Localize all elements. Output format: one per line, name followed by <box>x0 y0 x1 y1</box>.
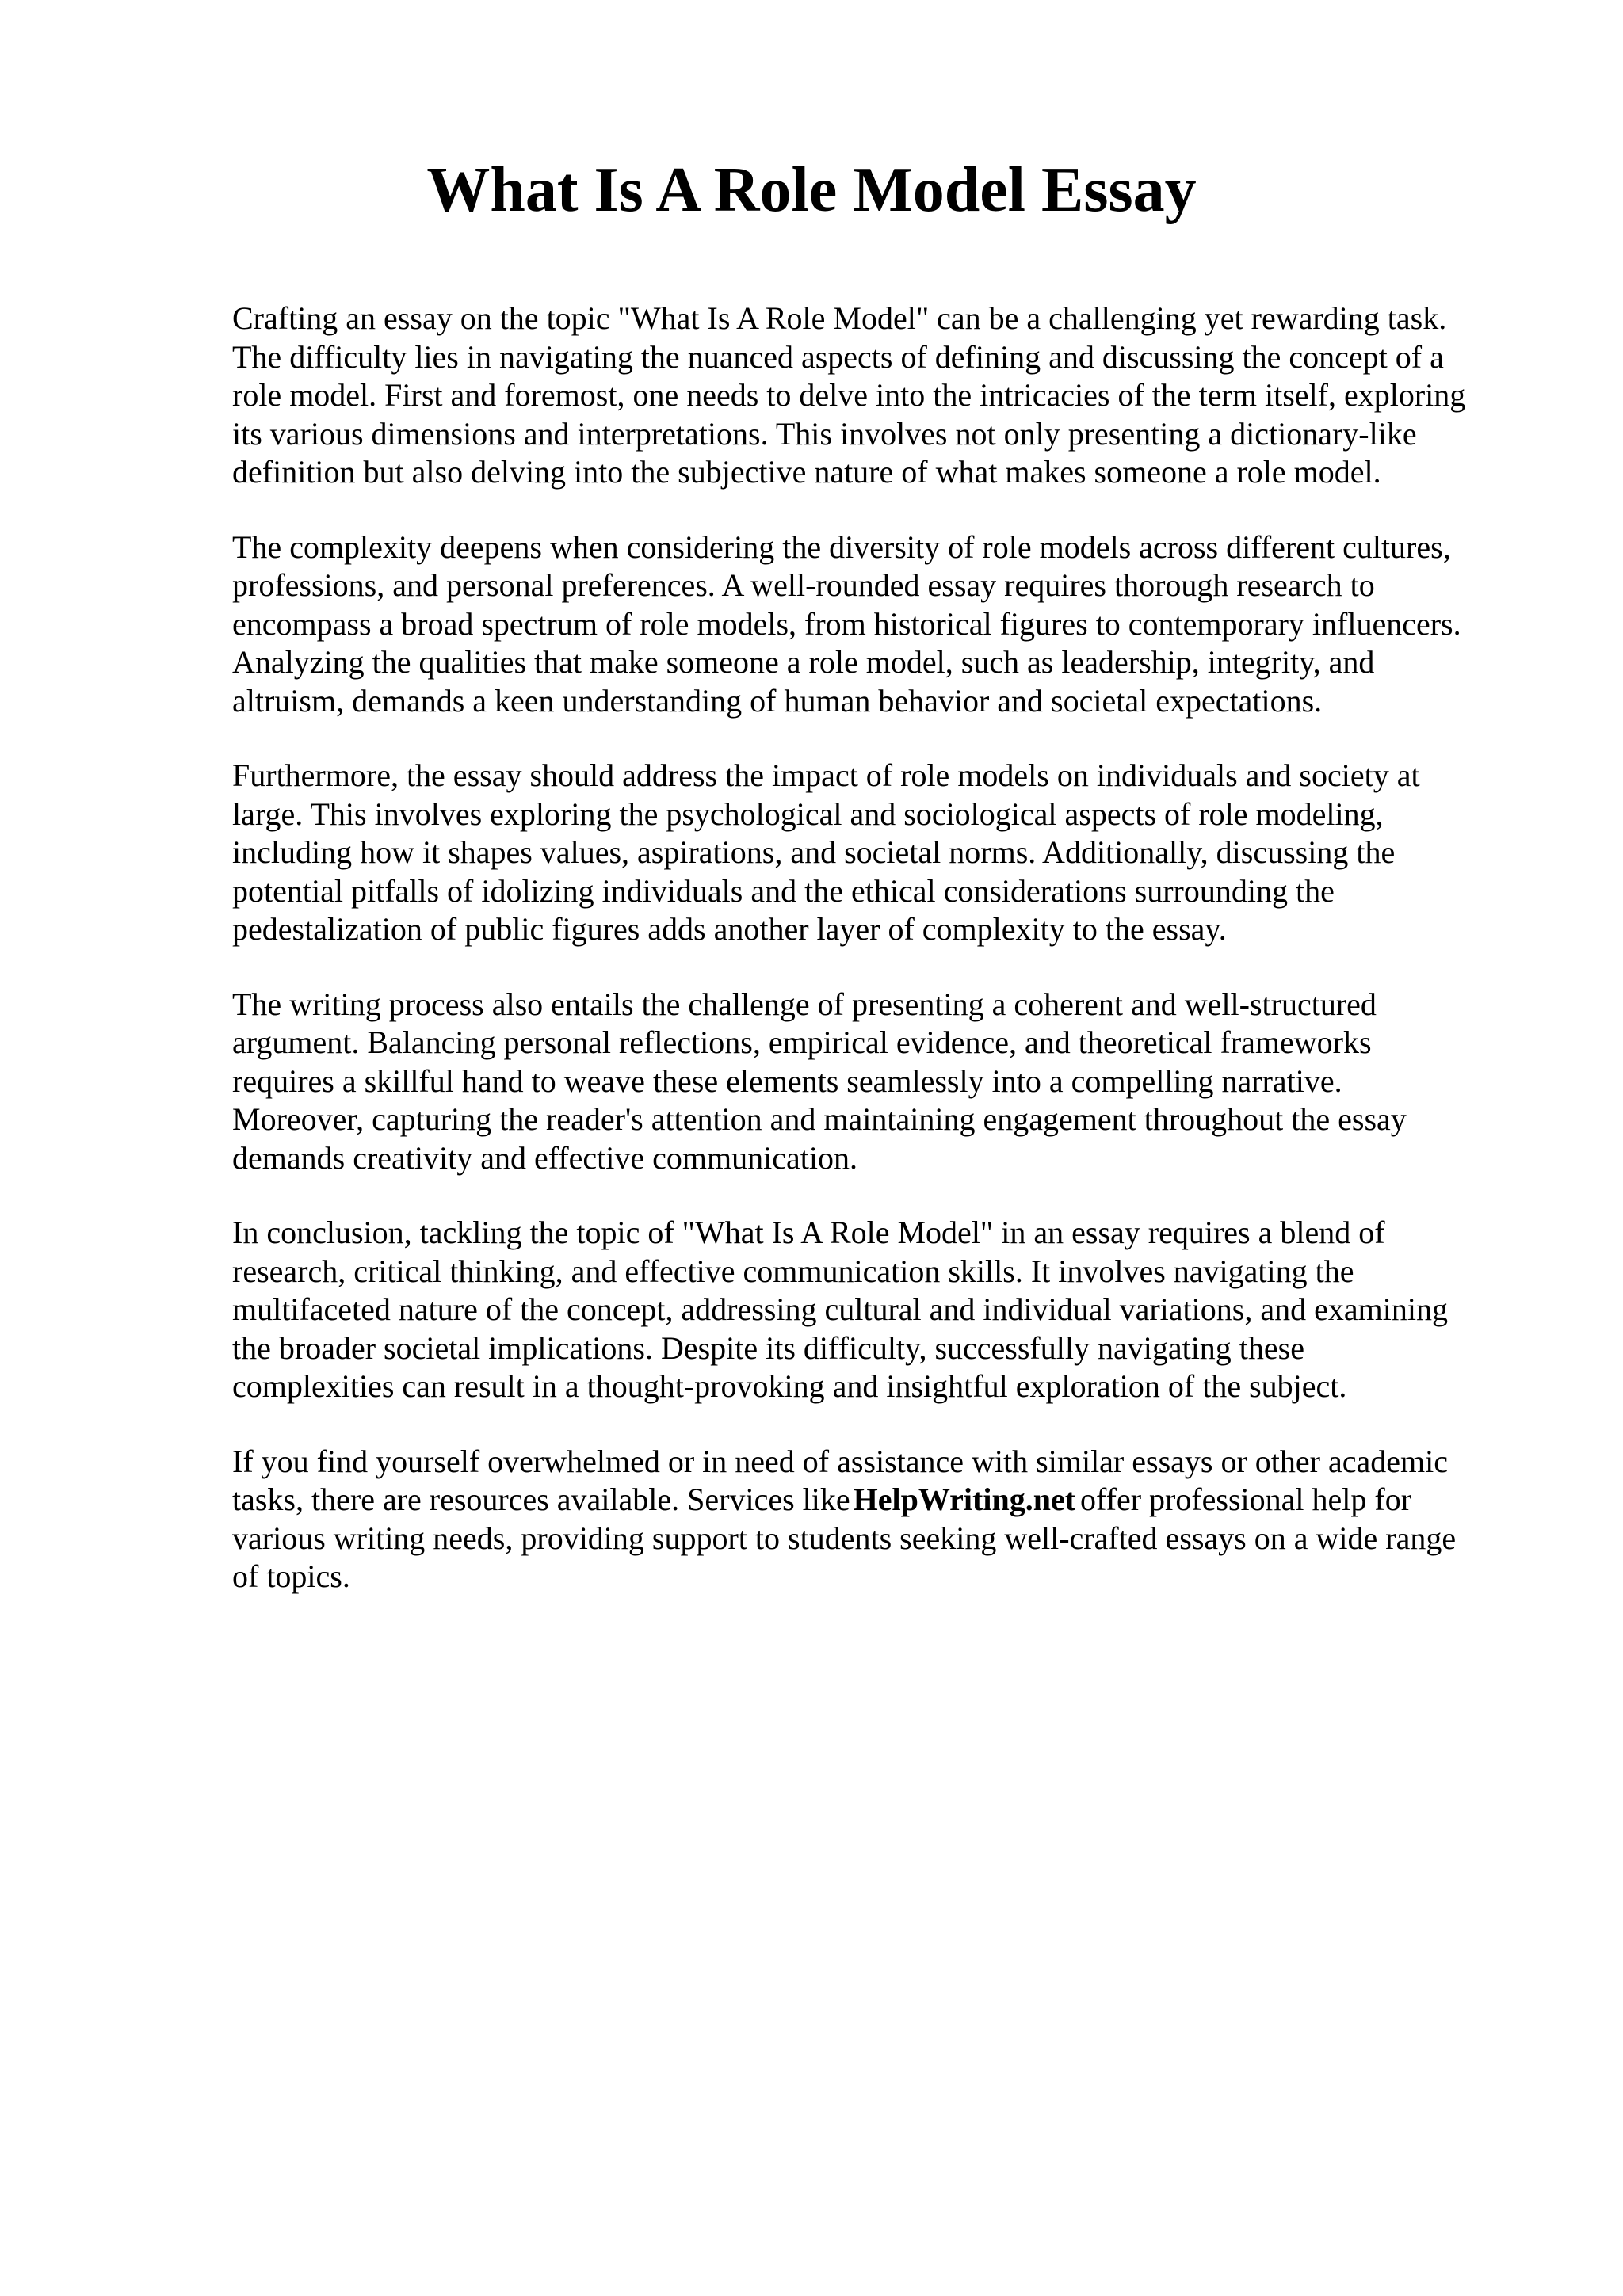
paragraph-line: altruism, demands a keen understanding of human behavior and societal expectations. <box>232 682 1323 719</box>
paragraph-line: including how it shapes values, aspirations, and societal norms. Additionally, discussing the <box>232 834 1396 870</box>
paragraph-line: complexities can result in a thought-provoking and insightful exploration of the subject. <box>232 1368 1347 1404</box>
paragraph-line: multifaceted nature of the concept, addressing cultural and individual variations, and examining <box>232 1291 1448 1327</box>
document-title: What Is A Role Model Essay <box>426 155 1197 225</box>
paragraph-line: Analyzing the qualities that make someone a role model, such as leadership, integrity, and <box>232 644 1375 680</box>
paragraph-line: professions, and personal preferences. A well-rounded essay requires thorough research to <box>232 567 1375 603</box>
paragraph-line: If you find yourself overwhelmed or in need of assistance with similar essays or other academic <box>232 1443 1448 1479</box>
paragraph-line: In conclusion, tackling the topic of "What Is A Role Model" in an essay requires a blend of <box>232 1215 1385 1250</box>
paragraph-line: of topics. <box>232 1558 350 1594</box>
closing-text-before-link: tasks, there are resources available. Services like <box>232 1482 850 1517</box>
paragraph-line: pedestalization of public figures adds another layer of complexity to the essay. <box>232 911 1227 947</box>
paragraph-line: encompass a broad spectrum of role models, from historical figures to contemporary influencers. <box>232 605 1461 642</box>
paragraph-impact <box>232 757 1532 949</box>
paragraph-line: large. This involves exploring the psychological and sociological aspects of role modeling, <box>232 795 1384 832</box>
paragraph-line: Furthermore, the essay should address the impact of role models on individuals and society at <box>232 757 1420 793</box>
paragraph-line: The difficulty lies in navigating the nuanced aspects of defining and discussing the concept of a <box>232 338 1444 375</box>
paragraph-line: The writing process also entails the challenge of presenting a coherent and well-structured <box>232 986 1377 1022</box>
helpwriting-link[interactable]: HelpWriting.net <box>853 1482 1076 1517</box>
closing-text-after-link: offer professional help for <box>1080 1482 1412 1517</box>
paragraph-writing-process <box>232 986 1532 1178</box>
paragraph-line: demands creativity and effective communication. <box>232 1139 857 1176</box>
paragraph-line: The complexity deepens when considering the diversity of role models across different cultures, <box>232 528 1451 565</box>
paragraph-line: role model. First and foremost, one needs to delve into the intricacies of the term itself, exploring <box>232 377 1466 413</box>
paragraph-line: requires a skillful hand to weave these elements seamlessly into a compelling narrative. <box>232 1062 1342 1099</box>
paragraph-line: Crafting an essay on the topic "What Is A Role Model" can be a challenging yet rewarding task. <box>232 300 1447 336</box>
paragraph-line: various writing needs, providing support to students seeking well-crafted essays on a wide range <box>232 1520 1457 1556</box>
paragraph-closing <box>232 1443 1532 1596</box>
paragraph-conclusion <box>232 1214 1532 1406</box>
paragraph-line: definition but also delving into the subjective nature of what makes someone a role model. <box>232 454 1381 490</box>
document-body <box>232 299 1532 1633</box>
paragraph-line: its various dimensions and interpretations. This involves not only presenting a dictionary-like <box>232 415 1417 452</box>
paragraph-intro <box>232 299 1532 492</box>
paragraph-line: Moreover, capturing the reader's attention and maintaining engagement throughout the essay <box>232 1101 1407 1137</box>
paragraph-line: research, critical thinking, and effective communication skills. It involves navigating the <box>232 1253 1354 1289</box>
paragraph-line: potential pitfalls of idolizing individuals and the ethical considerations surrounding the <box>232 872 1335 909</box>
paragraph-line: the broader societal implications. Despite its difficulty, successfully navigating these <box>232 1329 1304 1366</box>
paragraph-complexity <box>232 528 1532 721</box>
paragraph-line: argument. Balancing personal reflections, empirical evidence, and theoretical frameworks <box>232 1024 1372 1060</box>
paragraph-line-with-link <box>232 1481 1532 1520</box>
